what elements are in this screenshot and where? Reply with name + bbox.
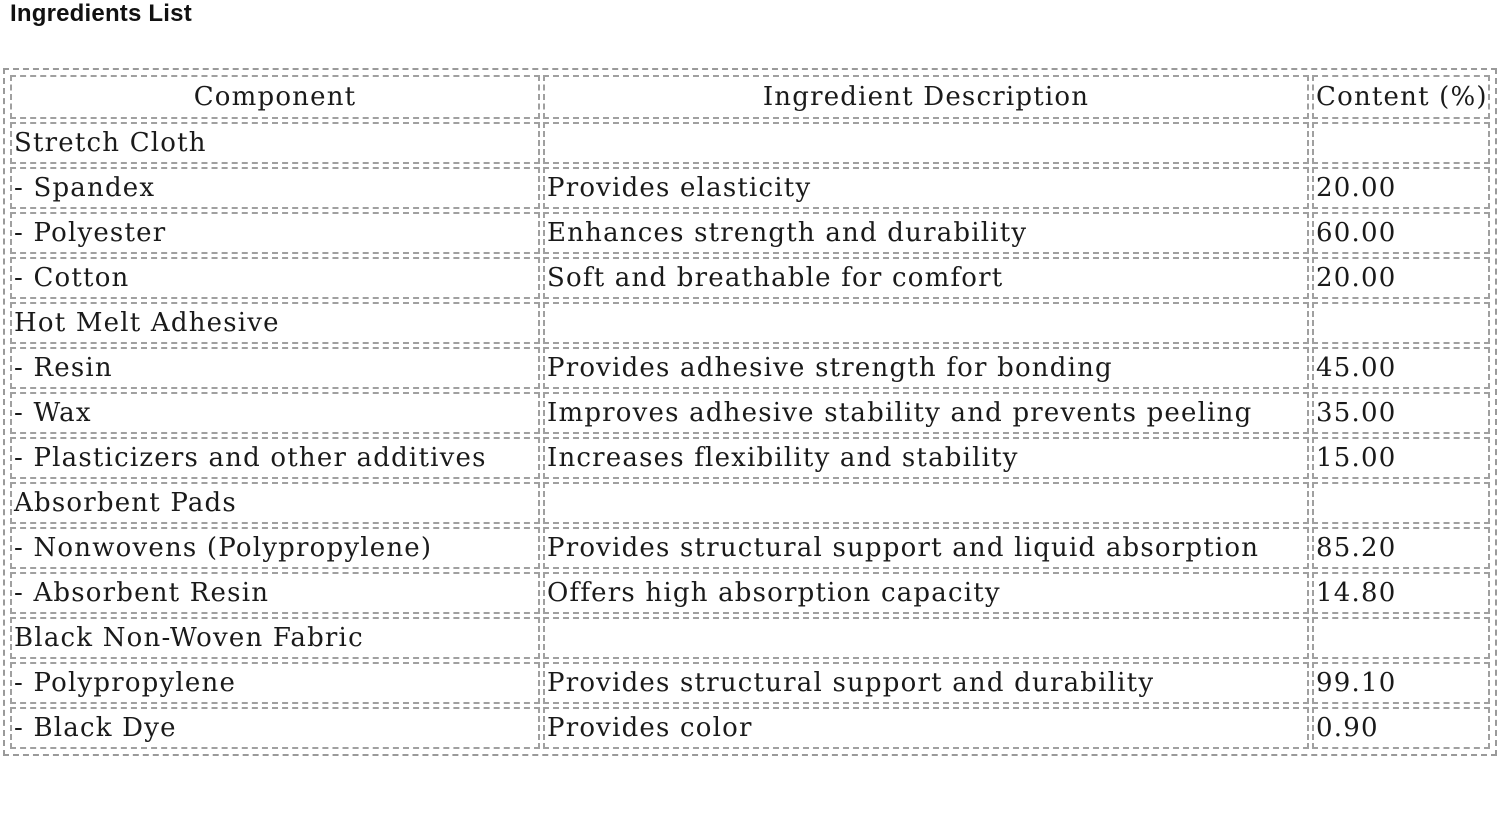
- table-row: [10, 482, 1490, 524]
- content-cell: 15.00: [1312, 437, 1490, 479]
- table-row: [10, 257, 1490, 299]
- description-cell: Improves adhesive stability and prevents peeling: [543, 392, 1309, 434]
- table-row: [10, 347, 1490, 389]
- component-cell: Stretch Cloth: [10, 122, 540, 164]
- table-row: [10, 122, 1490, 164]
- component-cell: - Plasticizers and other additives: [10, 437, 540, 479]
- description-cell: [543, 617, 1309, 659]
- description-cell: Provides color: [543, 707, 1309, 749]
- description-cell: Offers high absorption capacity: [543, 572, 1309, 614]
- component-cell: - Polyester: [10, 212, 540, 254]
- table-row: [10, 392, 1490, 434]
- ingredients-table-frame: [3, 68, 1497, 756]
- content-cell: [1312, 302, 1490, 344]
- component-cell: - Absorbent Resin: [10, 572, 540, 614]
- component-cell: - Polypropylene: [10, 662, 540, 704]
- ingredients-table: [7, 72, 1493, 752]
- description-cell: Provides structural support and liquid absorption: [543, 527, 1309, 569]
- description-cell: [543, 122, 1309, 164]
- component-cell: - Wax: [10, 392, 540, 434]
- header-content-percent: Content (%): [1312, 75, 1490, 119]
- description-cell: [543, 482, 1309, 524]
- content-cell: 20.00: [1312, 167, 1490, 209]
- content-cell: 20.00: [1312, 257, 1490, 299]
- description-cell: Provides structural support and durability: [543, 662, 1309, 704]
- table-row: [10, 437, 1490, 479]
- table-row: [10, 302, 1490, 344]
- description-cell: Soft and breathable for comfort: [543, 257, 1309, 299]
- content-cell: 14.80: [1312, 572, 1490, 614]
- table-header-row: [10, 75, 1490, 119]
- content-cell: 85.20: [1312, 527, 1490, 569]
- content-cell: 35.00: [1312, 392, 1490, 434]
- content-cell: 60.00: [1312, 212, 1490, 254]
- content-cell: [1312, 482, 1490, 524]
- document-title: Ingredients List: [10, 0, 192, 27]
- table-row: [10, 707, 1490, 749]
- table-row: [10, 617, 1490, 659]
- table-row: [10, 527, 1490, 569]
- component-cell: - Cotton: [10, 257, 540, 299]
- content-cell: 0.90: [1312, 707, 1490, 749]
- component-cell: Absorbent Pads: [10, 482, 540, 524]
- description-cell: Provides elasticity: [543, 167, 1309, 209]
- component-cell: Black Non-Woven Fabric: [10, 617, 540, 659]
- header-ingredient-description: Ingredient Description: [543, 75, 1309, 119]
- component-cell: - Nonwovens (Polypropylene): [10, 527, 540, 569]
- component-cell: - Spandex: [10, 167, 540, 209]
- header-component: Component: [10, 75, 540, 119]
- table-row: [10, 167, 1490, 209]
- component-cell: - Black Dye: [10, 707, 540, 749]
- component-cell: Hot Melt Adhesive: [10, 302, 540, 344]
- description-cell: Provides adhesive strength for bonding: [543, 347, 1309, 389]
- content-cell: [1312, 617, 1490, 659]
- content-cell: 45.00: [1312, 347, 1490, 389]
- description-cell: Increases flexibility and stability: [543, 437, 1309, 479]
- table-row: [10, 572, 1490, 614]
- content-cell: 99.10: [1312, 662, 1490, 704]
- table-row: [10, 662, 1490, 704]
- content-cell: [1312, 122, 1490, 164]
- description-cell: [543, 302, 1309, 344]
- component-cell: - Resin: [10, 347, 540, 389]
- description-cell: Enhances strength and durability: [543, 212, 1309, 254]
- table-row: [10, 212, 1490, 254]
